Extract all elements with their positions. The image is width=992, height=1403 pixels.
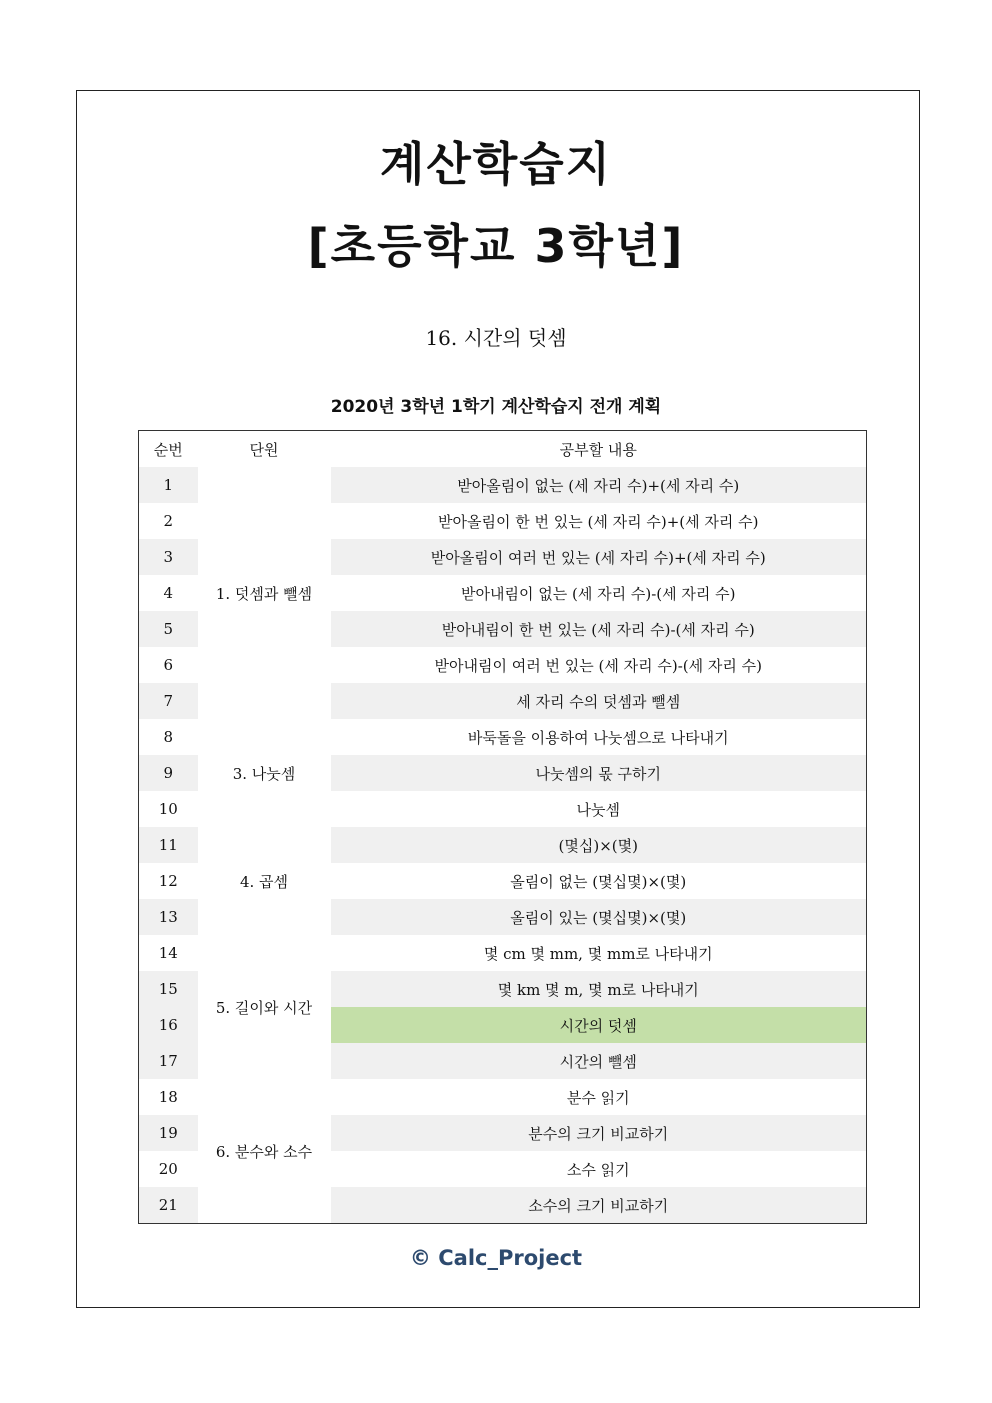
row-number: 15 <box>139 971 198 1007</box>
row-content: 시간의 덧셈 <box>331 1007 867 1043</box>
row-number: 9 <box>139 755 198 791</box>
table-row <box>139 467 867 503</box>
row-number: 7 <box>139 683 198 719</box>
row-number: 2 <box>163 512 174 530</box>
unit-cell: 6. 분수와 소수 <box>198 1079 331 1224</box>
row-number: 14 <box>158 944 178 962</box>
unit-cell: 4. 곱셈 <box>198 827 331 935</box>
plan-title: 2020년 3학년 1학기 계산학습지 전개 계획 <box>330 397 662 417</box>
row-number: 20 <box>158 1160 178 1178</box>
table-row <box>139 827 867 863</box>
row-content: 소수의 크기 비교하기 <box>331 1187 867 1224</box>
table-header-row <box>139 431 867 468</box>
worksheet-title: 계산학습지 <box>379 137 613 191</box>
table-row <box>139 935 867 971</box>
row-number: 6 <box>163 656 174 674</box>
row-content: 받아올림이 없는 (세 자리 수)+(세 자리 수) <box>331 467 867 503</box>
row-content: 받아내림이 여러 번 있는 (세 자리 수)-(세 자리 수) <box>434 656 762 675</box>
row-content: 받아올림이 여러 번 있는 (세 자리 수)+(세 자리 수) <box>331 539 867 575</box>
row-number: 5 <box>139 611 198 647</box>
row-number: 19 <box>139 1115 198 1151</box>
unit-cell: 5. 길이와 시간 <box>198 935 331 1079</box>
column-header-number: 순번 <box>153 440 183 459</box>
row-content: 세 자리 수의 덧셈과 뺄셈 <box>331 683 867 719</box>
row-content: (몇십)×(몇) <box>331 827 867 863</box>
row-content: 받아내림이 없는 (세 자리 수)-(세 자리 수) <box>461 584 736 603</box>
row-content: 나눗셈의 몫 구하기 <box>331 755 867 791</box>
row-number: 21 <box>139 1187 198 1224</box>
row-number: 12 <box>158 872 178 890</box>
row-content: 몇 km 몇 m, 몇 m로 나타내기 <box>331 971 867 1007</box>
unit-cell: 1. 덧셈과 뺄셈 <box>198 467 331 719</box>
unit-cell: 3. 나눗셈 <box>198 719 331 827</box>
row-number: 3 <box>139 539 198 575</box>
row-content: 소수 읽기 <box>566 1160 630 1179</box>
row-number: 11 <box>139 827 198 863</box>
row-content: 올림이 없는 (몇십몇)×(몇) <box>510 872 687 891</box>
row-number: 18 <box>158 1088 178 1106</box>
lesson-subtitle: 16. 시간의 덧셈 <box>425 326 567 350</box>
row-content: 분수 읽기 <box>566 1088 630 1107</box>
row-number: 17 <box>139 1043 198 1079</box>
row-number: 8 <box>163 728 174 746</box>
row-number: 13 <box>139 899 198 935</box>
column-header-unit: 단원 <box>249 440 279 459</box>
row-content: 나눗셈 <box>576 800 620 819</box>
row-number: 10 <box>158 800 178 818</box>
copyright-footer: © Calc_Project <box>409 1246 583 1270</box>
table-row <box>139 719 867 755</box>
row-number: 4 <box>163 584 174 602</box>
row-content: 몇 cm 몇 mm, 몇 mm로 나타내기 <box>483 944 713 963</box>
row-content: 시간의 뺄셈 <box>331 1043 867 1079</box>
row-number: 1 <box>139 467 198 503</box>
table-row <box>139 1079 867 1115</box>
row-content: 바둑돌을 이용하여 나눗셈으로 나타내기 <box>467 728 729 747</box>
column-header-content: 공부할 내용 <box>559 440 637 459</box>
row-content: 분수의 크기 비교하기 <box>331 1115 867 1151</box>
row-content: 받아내림이 한 번 있는 (세 자리 수)-(세 자리 수) <box>331 611 867 647</box>
row-content: 올림이 있는 (몇십몇)×(몇) <box>331 899 867 935</box>
row-number: 16 <box>139 1007 198 1043</box>
row-content: 받아올림이 한 번 있는 (세 자리 수)+(세 자리 수) <box>438 512 759 531</box>
grade-title: [초등학교 3학년] <box>307 219 685 273</box>
curriculum-table <box>138 430 867 1224</box>
